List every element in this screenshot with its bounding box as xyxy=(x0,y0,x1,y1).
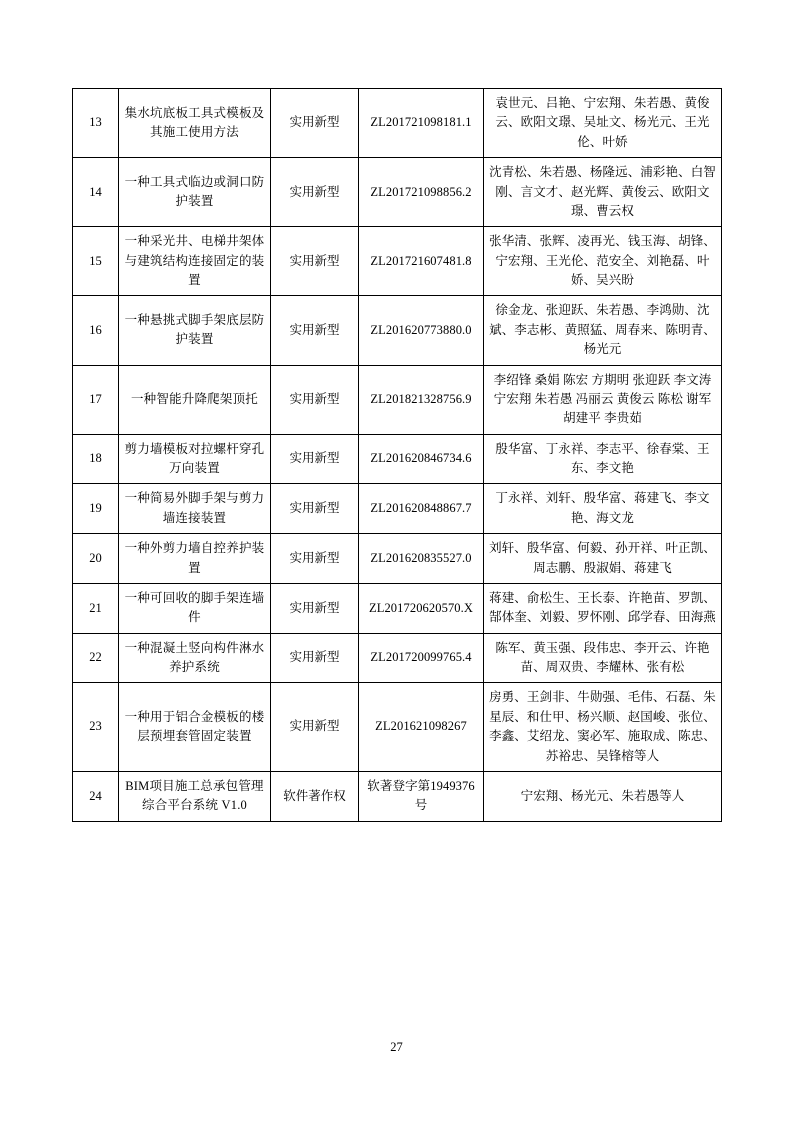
cell-item-type: 实用新型 xyxy=(271,158,359,227)
cell-item-name: 集水坑底板工具式模板及其施工使用方法 xyxy=(119,89,271,158)
table-body xyxy=(73,89,722,822)
cell-item-code: ZL201721098181.1 xyxy=(359,89,484,158)
cell-serial-number: 24 xyxy=(73,771,119,821)
table-row xyxy=(73,534,722,584)
cell-item-type: 实用新型 xyxy=(271,296,359,365)
cell-item-code: ZL201720099765.4 xyxy=(359,633,484,683)
cell-serial-number: 16 xyxy=(73,296,119,365)
table-row xyxy=(73,296,722,365)
cell-item-code: ZL201721098856.2 xyxy=(359,158,484,227)
cell-item-type: 实用新型 xyxy=(271,227,359,296)
table-row xyxy=(73,484,722,534)
cell-item-name: 剪力墙模板对拉螺杆穿孔万向装置 xyxy=(119,434,271,484)
cell-contributors: 殷华富、丁永祥、李志平、徐春棠、王东、李文艳 xyxy=(484,434,722,484)
cell-item-name: 一种工具式临边或洞口防护装置 xyxy=(119,158,271,227)
cell-contributors: 刘轩、殷华富、何毅、孙开祥、叶正凯、周志鹏、殷淑娟、蒋建飞 xyxy=(484,534,722,584)
cell-item-type: 实用新型 xyxy=(271,683,359,772)
table-row xyxy=(73,158,722,227)
cell-serial-number: 13 xyxy=(73,89,119,158)
table-row xyxy=(73,583,722,633)
cell-item-type: 实用新型 xyxy=(271,484,359,534)
cell-item-code: ZL201821328756.9 xyxy=(359,365,484,434)
cell-serial-number: 21 xyxy=(73,583,119,633)
cell-item-type: 实用新型 xyxy=(271,365,359,434)
cell-item-name: 一种可回收的脚手架连墙件 xyxy=(119,583,271,633)
cell-item-code: ZL201720620570.X xyxy=(359,583,484,633)
cell-item-code: ZL201620835527.0 xyxy=(359,534,484,584)
cell-serial-number: 17 xyxy=(73,365,119,434)
cell-item-name: BIM项目施工总承包管理综合平台系统 V1.0 xyxy=(119,771,271,821)
table-row xyxy=(73,227,722,296)
table-row xyxy=(73,683,722,772)
cell-item-code: ZL201620848867.7 xyxy=(359,484,484,534)
cell-serial-number: 18 xyxy=(73,434,119,484)
cell-contributors: 丁永祥、刘轩、殷华富、蒋建飞、李文艳、海文龙 xyxy=(484,484,722,534)
cell-item-name: 一种混凝土竖向构件淋水养护系统 xyxy=(119,633,271,683)
cell-contributors: 袁世元、吕艳、宁宏翔、朱若愚、黄俊云、欧阳文璟、吴址文、杨光元、王光伦、叶娇 xyxy=(484,89,722,158)
cell-item-type: 实用新型 xyxy=(271,534,359,584)
cell-item-code: ZL201620773880.0 xyxy=(359,296,484,365)
cell-contributors: 李绍锋 桑娟 陈宏 方期明 张迎跃 李文涛 宁宏翔 朱若愚 冯丽云 黄俊云 陈松 谢军 胡建平 李贵茹 xyxy=(484,365,722,434)
table-row xyxy=(73,434,722,484)
cell-item-code: ZL201721607481.8 xyxy=(359,227,484,296)
cell-serial-number: 20 xyxy=(73,534,119,584)
cell-item-name: 一种简易外脚手架与剪力墙连接装置 xyxy=(119,484,271,534)
cell-item-type: 实用新型 xyxy=(271,633,359,683)
cell-item-code: ZL201621098267 xyxy=(359,683,484,772)
cell-item-code: ZL201620846734.6 xyxy=(359,434,484,484)
cell-item-name: 一种采光井、电梯井架体与建筑结构连接固定的装置 xyxy=(119,227,271,296)
cell-item-name: 一种外剪力墙自控养护装置 xyxy=(119,534,271,584)
patent-list-table xyxy=(72,88,722,822)
cell-serial-number: 14 xyxy=(73,158,119,227)
cell-item-name: 一种智能升降爬架顶托 xyxy=(119,365,271,434)
cell-contributors: 房勇、王剑非、牛勋强、毛伟、石磊、朱星辰、和仕甲、杨兴顺、赵国峻、张位、李鑫、艾绍龙、窦必军、施取成、陈忠、苏裕忠、吴锋榕等人 xyxy=(484,683,722,772)
cell-item-name: 一种悬挑式脚手架底层防护装置 xyxy=(119,296,271,365)
cell-contributors: 徐金龙、张迎跃、朱若愚、李鸿勋、沈斌、李志彬、黄照猛、周春来、陈明青、杨光元 xyxy=(484,296,722,365)
table-row xyxy=(73,771,722,821)
cell-serial-number: 15 xyxy=(73,227,119,296)
cell-item-name: 一种用于铝合金模板的楼层预埋套管固定装置 xyxy=(119,683,271,772)
page-number: 27 xyxy=(390,1040,403,1054)
cell-serial-number: 23 xyxy=(73,683,119,772)
table-row xyxy=(73,89,722,158)
cell-contributors: 陈军、黄玉强、段伟忠、李开云、许艳苗、周双贵、李耀林、张有松 xyxy=(484,633,722,683)
cell-item-type: 实用新型 xyxy=(271,583,359,633)
cell-contributors: 沈青松、朱若愚、杨隆远、浦彩艳、白智刚、言文才、赵光辉、黄俊云、欧阳文璟、曹云权 xyxy=(484,158,722,227)
cell-item-type: 软件著作权 xyxy=(271,771,359,821)
cell-contributors: 宁宏翔、杨光元、朱若愚等人 xyxy=(484,771,722,821)
cell-item-type: 实用新型 xyxy=(271,89,359,158)
table-row xyxy=(73,633,722,683)
cell-serial-number: 22 xyxy=(73,633,119,683)
cell-contributors: 蒋建、俞松生、王长泰、许艳苗、罗凯、郜体奎、刘毅、罗怀刚、邱学春、田海燕 xyxy=(484,583,722,633)
cell-serial-number: 19 xyxy=(73,484,119,534)
cell-contributors: 张华清、张辉、凌再光、钱玉海、胡锋、宁宏翔、王光伦、范安全、刘艳磊、叶娇、吴兴盼 xyxy=(484,227,722,296)
cell-item-code: 软著登字第1949376号 xyxy=(359,771,484,821)
table-row xyxy=(73,365,722,434)
cell-item-type: 实用新型 xyxy=(271,434,359,484)
